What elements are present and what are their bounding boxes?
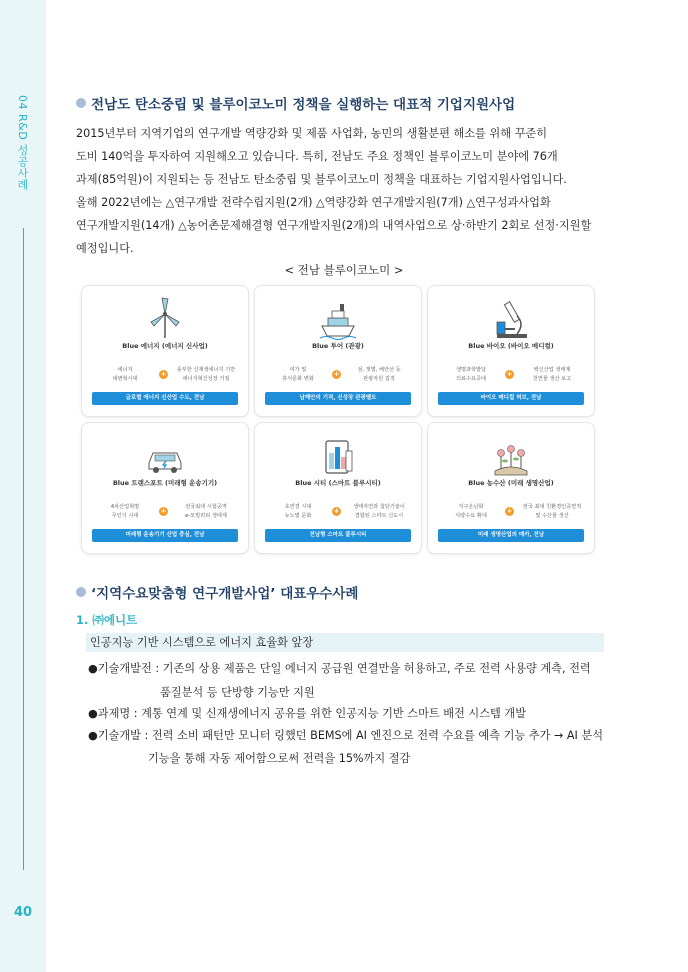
section-title-text: 전남도 탄소중립 및 블루이코노미 정책을 실행하는 대표적 기업지원사업 <box>91 97 516 113</box>
paragraph-line: 도비 140억을 투자하여 지원해오고 있습니다. 특히, 전남도 주요 정책인 블루이코노미 분야에 76개 <box>76 150 558 163</box>
card-left-text: 초연결 시대 뉴노멀 문화 <box>284 504 312 519</box>
figure-caption: < 전남 블루이코노미 > <box>284 263 404 277</box>
card-right-text: 전국 최대 친환경인증면적 및 수산물 생산 <box>522 504 582 519</box>
card-banner: 미래 생명산업의 메카, 전남 <box>438 529 584 542</box>
section-title <box>76 93 515 113</box>
paragraph-line: 2015년부터 지역기업의 연구개발 역량강화 및 제품 사업화, 농민의 생활분편 해소를 위해 꾸준히 <box>76 127 548 140</box>
card-title: Blue 바이오 (바이오 메디컬) <box>468 342 554 350</box>
microscope-icon <box>491 296 531 340</box>
card-left-text: 여가 및 휴식문화 변화 <box>282 367 314 382</box>
plus-icon: + <box>160 370 167 378</box>
plus-icon: + <box>333 507 340 515</box>
card-left-text: 4차산업혁명 무인기 시대 <box>110 504 140 519</box>
paragraph-line: 올해 2022년에는 △연구개발 전략수립지원(2개) △역량강화 연구개발지원(7개) △연구성과사업화 <box>76 196 551 209</box>
card-left-text: 지구온난화 식량수요 확대 <box>455 504 487 519</box>
paragraph-line: 과제(85억원)이 지원되는 등 전남도 탄소중립 및 블루이코노미 정책을 대표하는 기업지원사업입니다. <box>76 173 567 186</box>
card-title: Blue 투어 (관광) <box>312 342 364 350</box>
bullet-line: ●과제명 : 계통 연계 및 신재생에너지 공유를 위한 인공지능 기반 스마트 배전 시스템 개발 <box>88 707 527 720</box>
plus-icon: + <box>333 370 340 378</box>
card-right-text: 풍부한 신재생에너지 기반 에너지혁신성장 거점 <box>176 367 236 382</box>
plus-icon: + <box>506 370 513 378</box>
paragraph-line: 연구개발지원(14개) △농어촌문제해결형 연구개발지원(2개)의 내역사업으로 상·하반기 2회로 선정·지원할 <box>76 219 592 232</box>
card-blue-bio <box>427 285 595 417</box>
bullet-line-continued: 기능을 통해 자동 제어함으로써 전력을 15%까지 절감 <box>148 752 411 765</box>
card-title: Blue 농수산 (미래 생명산업) <box>468 479 554 487</box>
smart-city-icon <box>318 433 358 477</box>
bullet-line: ●기술개발전 : 기존의 상용 제품은 단일 에너지 공급원 연결만을 허용하고, 주로 전력 사용량 계측, 전력 <box>88 662 591 675</box>
intro-paragraph <box>76 122 606 260</box>
plus-icon: + <box>160 507 167 515</box>
card-right-text: 전국최대 시험공역 e-모빌리티 생태계 <box>185 504 227 519</box>
electric-car-icon <box>145 433 185 477</box>
case-subtitle: 1. ㈜에니트 <box>76 613 138 627</box>
card-left-text: 에너지 대변혁시대 <box>112 367 138 382</box>
card-banner: 남해안의 기적, 신성장 관광벨트 <box>265 392 411 405</box>
card-blue-tour <box>254 285 422 417</box>
section2-title-text: ‘지역수요맞춤형 연구개발사업’ 대표우수사례 <box>91 586 359 602</box>
sidebar <box>0 0 46 972</box>
card-banner: 미래형 운송기기 산업 중심, 전남 <box>92 529 238 542</box>
card-right-text: 생태자연과 첨단기술이 결합된 스마트 신도시 <box>353 504 405 519</box>
card-blue-energy <box>81 285 249 417</box>
card-title: Blue 시티 (스마트 블루시티) <box>295 479 381 487</box>
bullet-dot-icon <box>76 98 86 108</box>
card-banner: 글로벌 에너지 신산업 수도, 전남 <box>92 392 238 405</box>
card-blue-agri <box>427 422 595 554</box>
page-number: 40 <box>14 905 33 920</box>
section2-title <box>76 582 358 602</box>
farm-plants-icon <box>491 433 531 477</box>
bullet-dot-icon <box>76 587 86 597</box>
card-blue-transport <box>81 422 249 554</box>
sidebar-divider <box>23 228 24 870</box>
bullet-line-continued: 품질분석 등 단방향 기능만 지원 <box>160 686 315 699</box>
wind-turbine-icon <box>145 296 185 340</box>
card-banner: 전남형 스마트 블루시티 <box>265 529 411 542</box>
card-title: Blue 에너지 (에너지 신사업) <box>122 342 208 350</box>
card-right-text: 섬, 갯벌, 해안선 등 관광자원 집적 <box>357 367 401 382</box>
card-title: Blue 트랜스포트 (미래형 운송기기) <box>112 479 218 487</box>
cruise-ship-icon <box>318 296 358 340</box>
bullet-line: ●기술개발 : 전력 소비 패턴만 모니터 링했던 BEMS에 AI 엔진으로 전력 수요를 예측 기능 추가 → AI 분석 <box>88 729 604 742</box>
plus-icon: + <box>506 507 513 515</box>
card-right-text: 백신산업 생태계 천연물 생산 보고 <box>532 367 572 382</box>
case-highlight: 인공지능 기반 시스템으로 에너지 효율화 앞장 <box>86 633 604 652</box>
section-label: 04 R&D 성공사례 <box>16 95 29 191</box>
card-left-text: 생명과학발달 의료수요증대 <box>455 367 487 382</box>
paragraph-line: 예정입니다. <box>76 242 134 255</box>
card-blue-city <box>254 422 422 554</box>
card-banner: 바이오 메디컬 허브, 전남 <box>438 392 584 405</box>
